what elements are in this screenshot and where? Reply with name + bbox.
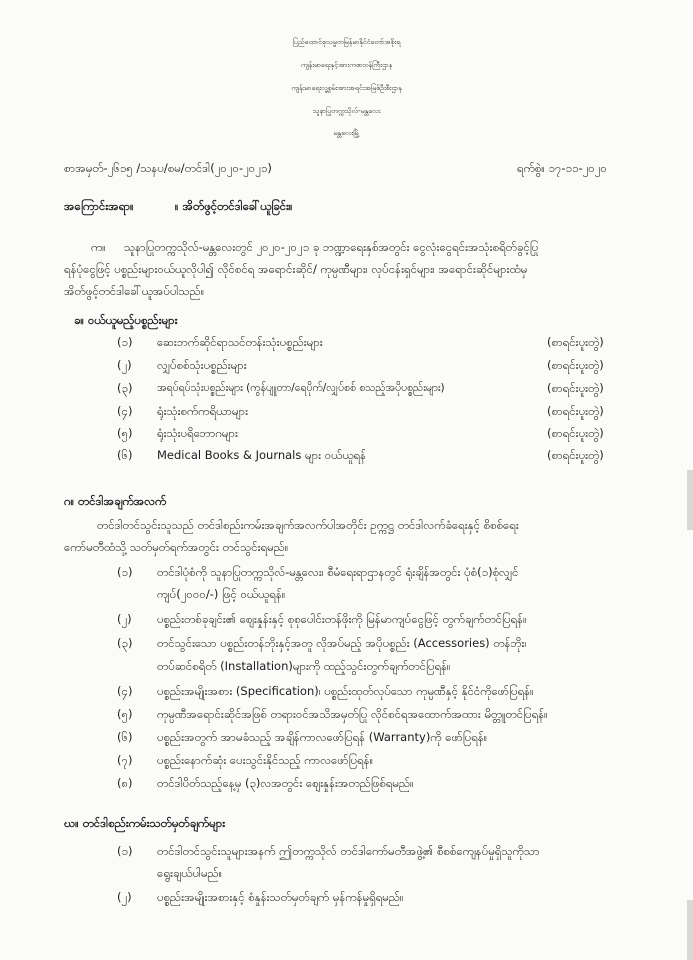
item-number: (၆) xyxy=(117,730,133,744)
section-ka-line-1: သူနာပြုတက္ကသိုလ်-မန္တလေးတွင် ၂၀၂၀-၂၀၂၁ ခု ဘဏ္ဍာရေးနှစ်အတွင်း ငွေလုံးငွေရင်းအသုံးစရိတ်ခွင့်ပြု xyxy=(124,240,539,254)
item-number: (၇) xyxy=(117,753,133,767)
item-text-continued: ရွေးချယ်ပါမည်။ xyxy=(157,866,223,880)
item-text: တင်ဒါပုံစံကို သူနာပြုတက္ကသိုလ်-မန္တလေး၊ စီမံရေးရာဌာနတွင် ရုံးချိန်အတွင်း ပုံစံ(၁)စုံလျှင် xyxy=(157,565,519,579)
subject-text: ။ အိတ်ဖွင့်တင်ဒါခေါ်ယူခြင်း။ xyxy=(175,199,293,213)
section-ka-line-2: ရန်ပုံငွေဖြင့် ပစ္စည်းများဝယ်ယူလိုပါ၍ လိုင်စင်ရ အရောင်းဆိုင်/ ကုမ္ပဏီများ၊ လုပ်ငန်းရှင်များ၊ အရောင်းဆိုင်များထံမှ xyxy=(64,262,528,276)
section-ga-intro-2: ကော်မတီထံသို့ သတ်မှတ်ရက်အတွင်း တင်သွင်းရမည်။ xyxy=(64,540,289,554)
item-text: ပစ္စည်းအတွက် အာမခံသည့် အချိန်ကာလဖော်ပြရန် (Warranty)ကို ဖော်ပြရန်။ xyxy=(157,730,488,744)
header-line-1: ပြည်ထောင်စုသမ္မတမြန်မာနိုင်ငံတော်အစိုးရ xyxy=(292,38,401,46)
header-line-2: ကျန်းမာရေးနှင့်အားကစားဝန်ကြီးဌာန xyxy=(300,61,393,69)
item-number: (၅) xyxy=(117,707,133,721)
item-number: (၃) xyxy=(117,381,133,395)
item-text: ကုမ္ပဏီအရောင်းဆိုင်အဖြစ် တရားဝင်အသိအမှတ်ပြု လိုင်စင်ရအထောက်အထား မိတ္တူတင်ပြရန်။ xyxy=(157,707,548,721)
section-kha-heading: ခ။ ဝယ်ယူမည့်ပစ္စည်းများ xyxy=(74,313,178,327)
item-text-continued: ကျပ်(၂၀၀၀/-) ဖြင့် ဝယ်ယူရန်။ xyxy=(157,587,286,601)
item-text: တင်ဒါတင်သွင်းသူများအနက် ဤတက္ကသိုလ် တင်ဒါကော်မတီအဖွဲ့၏ စီစစ်ကျေနပ်မှုရှိသူကိုသာ xyxy=(157,844,540,858)
item-number: (၁) xyxy=(117,565,133,579)
item-text: ပစ္စည်းအမျိုးအစား (Specification)၊ ပစ္စည်းထုတ်လုပ်သော ကုမ္ပဏီနှင့် နိုင်ငံကိုဖော်ပြရန်။ xyxy=(157,684,534,698)
item-text: Medical Books & Journals များ ဝယ်ယူရန် xyxy=(157,448,367,462)
item-text: ပစ္စည်းအမျိုးအစားနှင့် စံနှုန်းသတ်မှတ်ချက် မှန်ကန်မှုရှိရမည်။ xyxy=(157,890,404,904)
item-text: လျှပ်စစ်သုံးပစ္စည်းများ xyxy=(157,358,247,372)
section-ka-marker: က။ xyxy=(91,240,106,254)
item-text: ပစ္စည်းတစ်ခုချင်း၏ ဈေးနှုန်းနှင့် စုစုပေါင်းတန်ဖိုးကို မြန်မာကျပ်ငွေဖြင့် တွက်ချက်တင်ပြရန်။ xyxy=(157,612,527,626)
scan-edge-mark xyxy=(687,470,693,530)
item-number: (၆) xyxy=(117,448,133,462)
item-text: ဆေးဘက်ဆိုင်ရာသင်တန်းသုံးပစ္စည်းများ xyxy=(157,335,323,349)
header-line-3: ကျန်းမာရေးလူ့စွမ်းအားအရင်းအမြစ်ဦးစီးဌာန xyxy=(291,84,402,92)
item-text: အရပ်ရပ်သုံးပစ္စည်းများ (ကွန်ပျူတာ/ရေပိုက်/လျှပ်စစ် စသည့်အပိုပစ္စည်းများ) xyxy=(157,382,445,394)
item-number: (၅) xyxy=(117,426,133,440)
document-date: ရက်စွဲ။ ၁၇-၁၁-၂၀၂၀ xyxy=(517,161,607,175)
item-note: (စာရင်းပူးတွဲ) xyxy=(547,335,604,349)
section-ga-intro-1: တင်ဒါတင်သွင်းသူသည် တင်ဒါစည်းကမ်းအချက်အလက်ပါအတိုင်း ဥက္ကဋ္ဌ တင်ဒါလက်ခံရေးနှင့် စိစစ်ရေး xyxy=(97,518,519,532)
item-text-continued: တပ်ဆင်စရိတ် (Installation)များကို ထည့်သွင်းတွက်ချက်တင်ပြရန်။ xyxy=(157,659,451,673)
reference-number: စာအမှတ်-၂၆၁၅ /သနပ/စမ/တင်ဒါ(၂၀၂၀-၂၀၂၁) xyxy=(64,161,272,175)
item-number: (၂) xyxy=(117,890,132,904)
item-note: (စာရင်းပူးတွဲ) xyxy=(547,358,604,372)
header-line-4: သူနာပြုတက္ကသိုလ်-မန္တလေး xyxy=(312,107,381,115)
section-gha-heading: ဃ။ တင်ဒါစည်းကမ်းသတ်မှတ်ချက်များ xyxy=(64,816,226,830)
item-number: (၁) xyxy=(117,335,133,349)
item-text: ရုံးသုံးစက်ကရိယာများ xyxy=(157,404,249,418)
item-text: တင်ဒါပိတ်သည့်နေ့မှ (၃)လအတွင်း ဈေးနှုန်းအတည်ဖြစ်ရမည်။ xyxy=(157,776,414,790)
item-number: (၁) xyxy=(117,844,133,858)
item-text: ပစ္စည်းနောက်ဆုံး ပေးသွင်းနိုင်သည့် ကာလဖော်ပြရန်။ xyxy=(157,753,374,767)
section-ga-heading: ဂ။ တင်ဒါအချက်အလက် xyxy=(64,494,167,508)
header-line-5: မန္တလေးမြို့ xyxy=(333,129,360,137)
subject-label: အကြောင်းအရာ။ xyxy=(64,199,134,213)
item-number: (၂) xyxy=(117,612,132,626)
scan-edge-mark xyxy=(687,900,693,960)
item-number: (၄) xyxy=(117,404,133,418)
item-note: (စာရင်းပူးတွဲ) xyxy=(547,448,604,462)
item-number: (၄) xyxy=(117,684,133,698)
item-number: (၂) xyxy=(117,358,132,372)
section-ka-line-3: အိတ်ဖွင့်တင်ဒါခေါ်ယူအပ်ပါသည်။ xyxy=(64,284,205,298)
item-text: တင်သွင်းသော ပစ္စည်းတန်ဘိုးနှင့်အတူ လိုအပ်မည့် အပိုပစ္စည်း (Accessories) တန်ဘိုး၊ xyxy=(157,636,527,650)
item-note: (စာရင်းပူးတွဲ) xyxy=(547,404,604,418)
item-note: (စာရင်းပူးတွဲ) xyxy=(547,381,604,395)
item-number: (၈) xyxy=(117,776,133,790)
item-text: ရုံးသုံးပရိဘောဂများ xyxy=(157,426,238,440)
item-note: (စာရင်းပူးတွဲ) xyxy=(547,426,604,440)
item-number: (၃) xyxy=(117,636,133,650)
